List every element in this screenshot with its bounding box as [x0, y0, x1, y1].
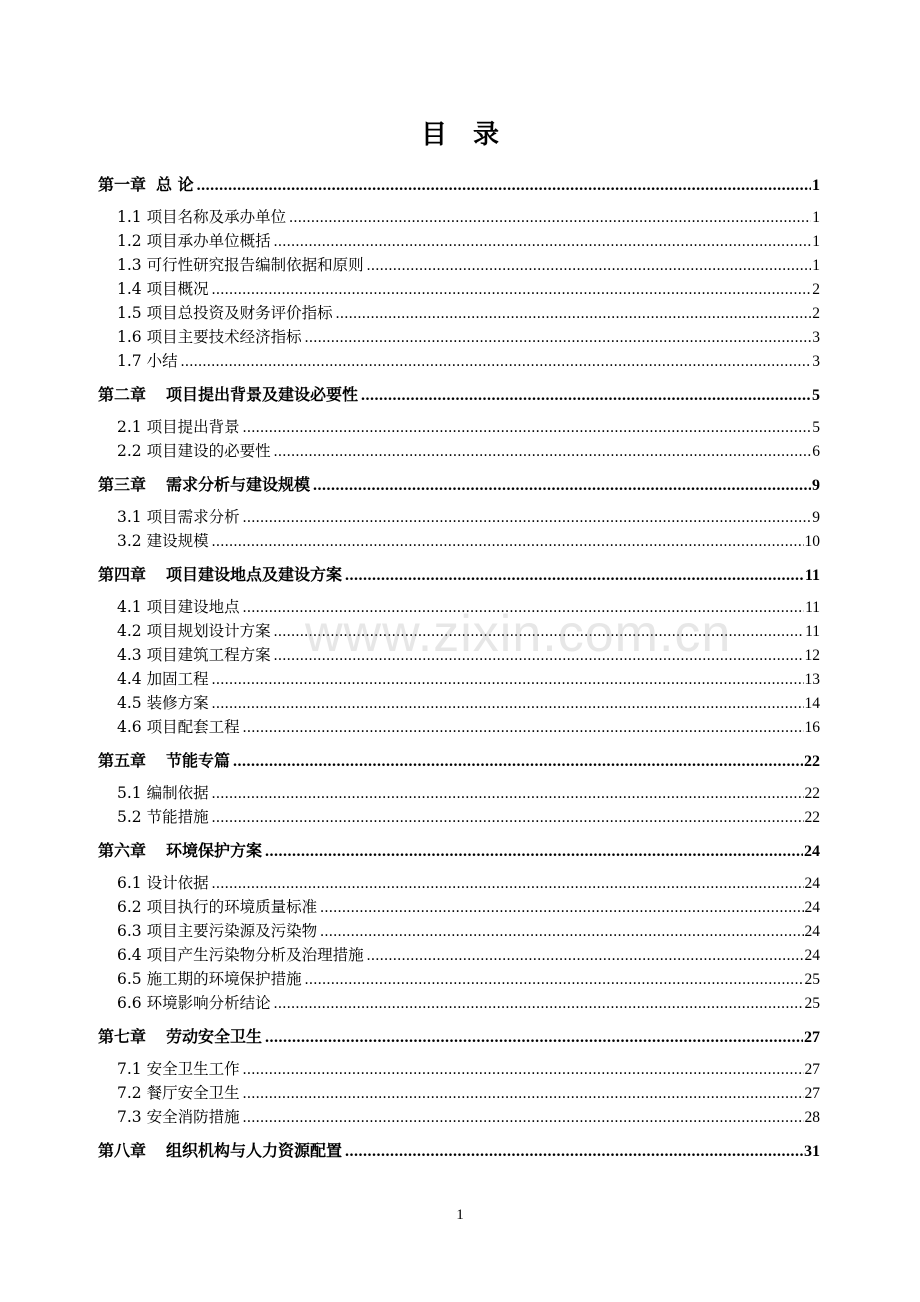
toc-entry-label: [117, 1057, 240, 1079]
toc-entry-title: 小结: [146, 352, 178, 370]
page-title: 目 录: [420, 120, 499, 150]
toc-section-entry[interactable]: [98, 301, 820, 325]
toc-entry-label: [117, 415, 240, 437]
toc-entry-title: 节能措施: [146, 808, 209, 826]
toc-entry-label: [117, 205, 286, 227]
toc-dot-leader: [336, 305, 812, 323]
toc-entry-label: [98, 472, 310, 495]
toc-entry-label: [117, 1105, 240, 1127]
toc-page-number: 28: [804, 1109, 820, 1126]
toc-entry-label: [98, 1024, 262, 1047]
toc-entry-title: 项目执行的环境质量标准: [146, 898, 318, 916]
toc-chapter-entry[interactable]: [98, 1024, 820, 1048]
toc-dot-leader: [289, 209, 811, 227]
toc-entry-title: 装修方案: [146, 694, 209, 712]
toc-page-number: 25: [804, 995, 820, 1012]
toc-dot-leader: [212, 809, 804, 827]
toc-entry-number: 1.4: [117, 280, 142, 298]
toc-section-entry[interactable]: [98, 715, 820, 739]
toc-entry-label: [117, 895, 317, 917]
toc-entry-number: 7.1: [117, 1060, 142, 1078]
toc-entry-label: [98, 382, 358, 405]
toc-entry-label: [117, 991, 271, 1013]
toc-entry-number: 1.7: [117, 352, 142, 370]
toc-page-number: 27: [804, 1085, 820, 1102]
toc-entry-title: 需求分析与建设规模: [166, 475, 311, 494]
toc-section-entry[interactable]: [98, 277, 820, 301]
toc-page-number: 9: [812, 509, 820, 526]
toc-section-entry[interactable]: [98, 529, 820, 553]
toc-entry-label: [117, 277, 209, 299]
toc-chapter-entry[interactable]: [98, 838, 820, 862]
toc-entry-title: 总 论: [156, 175, 194, 194]
toc-entry-number: 4.6: [117, 718, 142, 736]
toc-entry-title: 环境保护方案: [166, 841, 263, 860]
toc-dot-leader: [274, 233, 812, 251]
toc-page-number: 27: [804, 1061, 820, 1078]
toc-page-number: 16: [804, 719, 820, 736]
toc-dot-leader: [320, 923, 803, 941]
toc-page-number: 1: [812, 177, 820, 194]
toc-dot-leader: [181, 353, 812, 371]
toc-entry-number: 6.3: [117, 922, 142, 940]
toc-entry-label: [117, 643, 271, 665]
toc-entry-number: 第五章: [98, 751, 147, 770]
toc-section-entry[interactable]: [98, 871, 820, 895]
toc-entry-title: 安全卫生工作: [146, 1060, 240, 1078]
toc-page-number: 2: [812, 281, 820, 298]
toc-entry-title: 项目需求分析: [146, 508, 240, 526]
toc-dot-leader: [367, 947, 804, 965]
toc-entry-number: 7.2: [117, 1084, 142, 1102]
toc-dot-leader: [313, 477, 811, 495]
toc-entry-title: 设计依据: [146, 874, 209, 892]
toc-page-number: 27: [804, 1029, 820, 1046]
toc-page-number: 13: [804, 671, 820, 688]
toc-entry-label: [117, 691, 209, 713]
page-number-footer: 1: [456, 1207, 464, 1223]
toc-entry-label: [117, 301, 333, 323]
toc-entry-label: [117, 349, 178, 371]
toc-entry-label: [117, 781, 209, 803]
toc-entry-label: [98, 172, 194, 195]
toc-entry-label: [117, 595, 240, 617]
toc-dot-leader: [274, 443, 812, 461]
toc-dot-leader: [243, 719, 804, 737]
toc-page-number: 2: [812, 305, 820, 322]
toc-entry-label: [117, 805, 209, 827]
toc-page-number: 31: [804, 1143, 820, 1160]
toc-dot-leader: [320, 899, 803, 917]
toc-entry-number: 4.4: [117, 670, 142, 688]
toc-entry-title: 节能专篇: [166, 751, 231, 770]
toc-dot-leader: [212, 875, 804, 893]
toc-entry-title: 项目承办单位概括: [146, 232, 271, 250]
toc-entry-number: 3.2: [117, 532, 142, 550]
toc-entry-title: 项目概况: [146, 280, 209, 298]
toc-page-number: 6: [812, 443, 820, 460]
toc-section-entry[interactable]: [98, 691, 820, 715]
toc-section-entry[interactable]: [98, 205, 820, 229]
toc-entry-number: 4.3: [117, 646, 142, 664]
toc-entry-title: 施工期的环境保护措施: [146, 970, 302, 988]
toc-page-number: 24: [804, 843, 820, 860]
toc-page-number: 11: [805, 599, 820, 616]
toc-entry-title: 加固工程: [146, 670, 209, 688]
toc-section-entry[interactable]: [98, 1081, 820, 1105]
toc-section-entry[interactable]: [98, 991, 820, 1015]
toc-entry-number: 第七章: [98, 1027, 147, 1046]
toc-entry-number: 第一章: [98, 175, 147, 194]
toc-entry-title: 项目规划设计方案: [146, 622, 271, 640]
watermark: www.zixin.com.cn: [305, 605, 732, 663]
toc-entry-number: 1.3: [117, 256, 142, 274]
toc-page-number: 14: [804, 695, 820, 712]
toc-entry-label: [117, 967, 302, 989]
toc-page-number: 10: [804, 533, 820, 550]
toc-page-number: 1: [812, 233, 820, 250]
toc-entry-label: [117, 919, 317, 941]
toc-entry-label: [117, 1081, 240, 1103]
toc-dot-leader: [212, 671, 804, 689]
toc-page-number: 24: [804, 947, 820, 964]
toc-entry-title: 项目提出背景: [146, 418, 240, 436]
toc-page-number: 5: [812, 419, 820, 436]
toc-entry-number: 2.2: [117, 442, 142, 460]
toc-section-entry[interactable]: [98, 325, 820, 349]
toc-entry-title: 项目建筑工程方案: [146, 646, 271, 664]
toc-page-number: 1: [812, 209, 820, 226]
toc-entry-number: 1.1: [117, 208, 142, 226]
toc-dot-leader: [345, 567, 804, 585]
toc-page-number: 11: [805, 623, 820, 640]
toc-dot-leader: [367, 257, 812, 275]
toc-entry-number: 1.2: [117, 232, 142, 250]
toc-page-number: 5: [812, 387, 820, 404]
toc-entry-title: 项目提出背景及建设必要性: [166, 385, 359, 404]
toc-entry-title: 项目建设的必要性: [146, 442, 271, 460]
toc-entry-title: 项目产生污染物分析及治理措施: [146, 946, 364, 964]
toc-entry-title: 项目主要污染源及污染物: [146, 922, 318, 940]
toc-dot-leader: [243, 1061, 804, 1079]
toc-entry-title: 建设规模: [146, 532, 209, 550]
toc-entry-label: [98, 838, 262, 861]
toc-page-number: 24: [804, 923, 820, 940]
toc-section-entry[interactable]: [98, 415, 820, 439]
toc-dot-leader: [243, 1085, 804, 1103]
toc-entry-label: [98, 562, 342, 585]
toc-entry-number: 6.2: [117, 898, 142, 916]
toc-page-number: 3: [812, 353, 820, 370]
toc-page-number: 22: [804, 785, 820, 802]
toc-dot-leader: [212, 695, 804, 713]
toc-entry-number: 2.1: [117, 418, 142, 436]
toc-entry-number: 6.4: [117, 946, 142, 964]
toc-entry-number: 第六章: [98, 841, 147, 860]
toc-entry-title: 安全消防措施: [146, 1108, 240, 1126]
toc-entry-title: 项目建设地点及建设方案: [166, 565, 343, 584]
toc-page-number: 25: [804, 971, 820, 988]
toc-dot-leader: [243, 1109, 804, 1127]
toc-entry-number: 第四章: [98, 565, 147, 584]
toc-page-number: 22: [804, 809, 820, 826]
toc-entry-label: [117, 439, 271, 461]
toc-dot-leader: [212, 533, 804, 551]
toc-dot-leader: [212, 281, 812, 299]
toc-section-entry[interactable]: [98, 967, 820, 991]
toc-entry-title: 可行性研究报告编制依据和原则: [146, 256, 364, 274]
toc-page-number: 24: [804, 899, 820, 916]
toc-entry-label: [117, 325, 302, 347]
toc-dot-leader: [361, 387, 811, 405]
toc-entry-title: 项目总投资及财务评价指标: [146, 304, 333, 322]
toc-section-entry[interactable]: [98, 1105, 820, 1129]
toc-entry-number: 第二章: [98, 385, 147, 404]
toc-entry-number: 3.1: [117, 508, 142, 526]
toc-page-number: 9: [812, 477, 820, 494]
toc-section-entry[interactable]: [98, 919, 820, 943]
toc-entry-label: [117, 529, 209, 551]
toc-entry-label: [117, 253, 364, 275]
toc-dot-leader: [305, 971, 804, 989]
toc-entry-number: 第八章: [98, 1141, 147, 1160]
toc-chapter-entry[interactable]: [98, 472, 820, 496]
toc-dot-leader: [305, 329, 812, 347]
toc-entry-label: [117, 505, 240, 527]
toc-dot-leader: [197, 177, 811, 195]
toc-entry-title: 项目配套工程: [146, 718, 240, 736]
toc-section-entry[interactable]: [98, 349, 820, 373]
toc-entry-label: [117, 619, 271, 641]
toc-dot-leader: [265, 843, 803, 861]
toc-chapter-entry[interactable]: [98, 748, 820, 772]
toc-chapter-entry[interactable]: [98, 382, 820, 406]
toc-entry-number: 4.5: [117, 694, 142, 712]
toc-section-entry[interactable]: [98, 895, 820, 919]
toc-dot-leader: [233, 753, 803, 771]
toc-entry-number: 4.1: [117, 598, 142, 616]
toc-dot-leader: [243, 509, 812, 527]
toc-entry-title: 项目名称及承办单位: [146, 208, 287, 226]
toc-entry-number: 1.6: [117, 328, 142, 346]
toc-section-entry[interactable]: [98, 1057, 820, 1081]
toc-entry-number: 4.2: [117, 622, 142, 640]
toc-page-number: 22: [804, 753, 820, 770]
toc-entry-number: 5.1: [117, 784, 142, 802]
toc-entry-title: 组织机构与人力资源配置: [166, 1141, 343, 1160]
toc-entry-number: 6.6: [117, 994, 142, 1012]
toc-dot-leader: [274, 995, 804, 1013]
toc-entry-label: [117, 229, 271, 251]
toc-section-entry[interactable]: [98, 439, 820, 463]
toc-entry-number: 7.3: [117, 1108, 142, 1126]
toc-entry-title: 编制依据: [146, 784, 209, 802]
toc-page-number: 12: [804, 647, 820, 664]
toc-section-entry[interactable]: [98, 667, 820, 691]
toc-page-number: 3: [812, 329, 820, 346]
toc-entry-label: [117, 667, 209, 689]
toc-dot-leader: [243, 419, 812, 437]
toc-entry-label: [117, 943, 364, 965]
toc-page-number: 24: [804, 875, 820, 892]
toc-section-entry[interactable]: [98, 253, 820, 277]
toc-chapter-entry[interactable]: [98, 1138, 820, 1162]
toc-entry-title: 餐厅安全卫生: [146, 1084, 240, 1102]
toc-entry-number: 第三章: [98, 475, 147, 494]
toc-entry-label: [98, 1138, 342, 1161]
toc-chapter-entry[interactable]: [98, 562, 820, 586]
toc-entry-label: [98, 748, 230, 771]
toc-entry-label: [117, 715, 240, 737]
toc-dot-leader: [212, 785, 804, 803]
toc-entry-title: 环境影响分析结论: [146, 994, 271, 1012]
toc-dot-leader: [265, 1029, 803, 1047]
toc-entry-number: 1.5: [117, 304, 142, 322]
toc-chapter-entry[interactable]: [98, 172, 820, 196]
toc-dot-leader: [345, 1143, 803, 1161]
toc-section-entry[interactable]: [98, 229, 820, 253]
toc-entry-label: [117, 871, 209, 893]
toc-section-entry[interactable]: [98, 805, 820, 829]
toc-section-entry[interactable]: [98, 781, 820, 805]
toc-entry-title: 项目主要技术经济指标: [146, 328, 302, 346]
toc-entry-title: 劳动安全卫生: [166, 1027, 263, 1046]
toc-page-number: 1: [812, 257, 820, 274]
toc-section-entry[interactable]: [98, 943, 820, 967]
toc-entry-number: 6.1: [117, 874, 142, 892]
toc-section-entry[interactable]: [98, 505, 820, 529]
toc-page-number: 11: [804, 567, 820, 584]
toc-entry-title: 项目建设地点: [146, 598, 240, 616]
toc-entry-number: 6.5: [117, 970, 142, 988]
toc-entry-number: 5.2: [117, 808, 142, 826]
